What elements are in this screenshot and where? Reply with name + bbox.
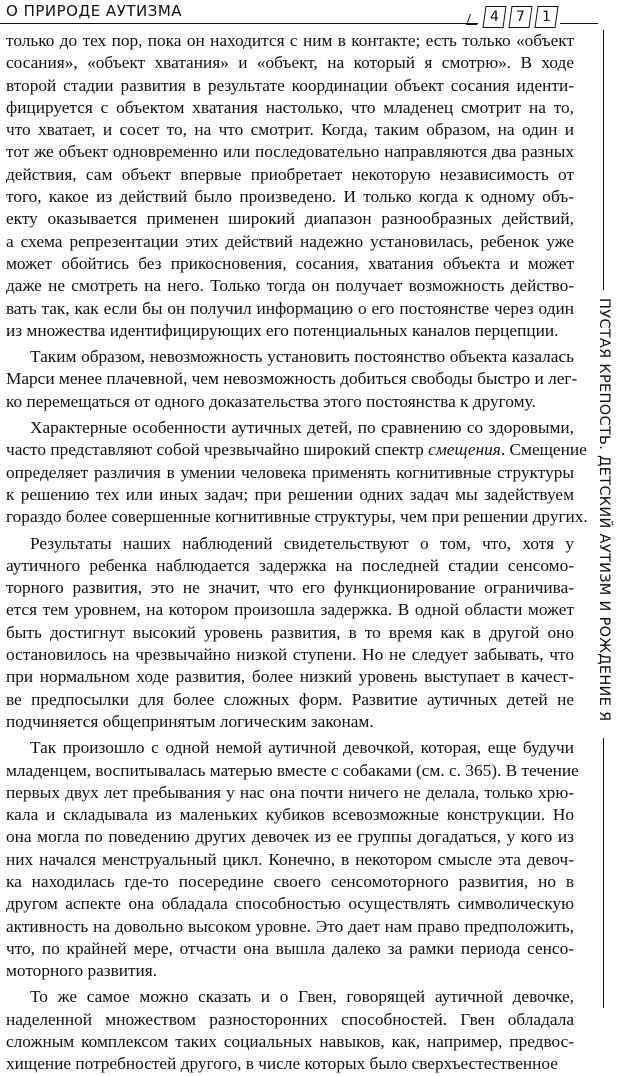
text-line: второй стадии развития в результате координации объект сосания иденти- bbox=[6, 75, 574, 95]
text-line: них начался менструальный цикл. Конечно, в некотором смысле эта девоч- bbox=[6, 849, 574, 869]
sidebar-rule-bottom bbox=[603, 738, 604, 1008]
text-line: первых двух лет пребывания у нас она почти ничего не делала, только хрю- bbox=[6, 782, 574, 802]
text-line: Марси менее плачевной, чем невозможность добиться свободы быстро и лег- bbox=[6, 369, 578, 389]
text-line: Характерные особенности аутичных детей, по сравнению со здоровыми, bbox=[30, 418, 574, 438]
text-line: активность на довольно высоком уровне. Это дает нам право предположить, bbox=[6, 916, 574, 936]
text-line: при нормальном ходе развития, более низкий уровень выступает в качест- bbox=[6, 667, 574, 687]
text-line: остановилось на чрезвычайно низкой ступени. Но не следует забывать, что bbox=[6, 645, 574, 665]
text-line: ется тем уровнем, на котором произошла задержка. В одной области может bbox=[6, 600, 574, 620]
text-line: Таким образом, невозможность установить постоянство объекта казалась bbox=[30, 347, 574, 367]
text-line: То же самое можно сказать и о Гвен, говорящей аутичной девочке, bbox=[30, 987, 574, 1007]
text-line: ве предпосылки для более сложных форм. Развитие аутичных детей не bbox=[6, 689, 574, 709]
text-line: только до тех пор, пока он находится с ним в контакте; есть только «объект bbox=[6, 31, 574, 50]
text-line: что, по крайней мере, отчасти она вышла далеко за рамки периода сенсо- bbox=[6, 938, 574, 958]
text-line: сложным комплексом таких социальных навыков, как, например, предвос- bbox=[6, 1032, 574, 1052]
text-line: кала и складывала из маленьких кубиков всевозможные конструкции. Но bbox=[6, 805, 574, 825]
text-line: что хватает, и сосет то, на что смотрит. Когда, таким образом, на один и bbox=[6, 120, 574, 140]
paragraph bbox=[6, 417, 588, 528]
header-rule bbox=[0, 23, 478, 24]
text-line: а схема репрезентации этих действий надежно установилась, ребенок уже bbox=[6, 231, 574, 251]
text-line: может обойтись без прикосновения, сосания, хватания объекта и может bbox=[6, 253, 574, 273]
paragraph bbox=[6, 30, 574, 342]
text-line: из множества идентифицирующих его потенциальных каналов перцепции. bbox=[6, 320, 559, 340]
text-line: быть достигнут высокий уровень развития, в то время как в другой оно bbox=[6, 622, 574, 642]
paragraph bbox=[6, 737, 579, 982]
text-line: сосания», «объект хватания» и «объект, на который я смотрю». В ходе bbox=[6, 53, 574, 73]
text-line: другом аспекте она обладала способностью осуществлять символическую bbox=[6, 894, 574, 914]
header-rule-right bbox=[560, 23, 598, 24]
text-line: вать так, как если бы он получил информацию о его постоянстве через один bbox=[6, 298, 574, 318]
text-line: тот же объект одновременно или последовательно направляются два разных bbox=[6, 142, 574, 162]
page-number-digit: 4 bbox=[482, 6, 506, 28]
page-number-digit: 1 bbox=[534, 6, 558, 28]
text-line: Так произошло с одной немой аутичной девочкой, которая, еще будучи bbox=[30, 738, 574, 758]
text-line: наделенной множеством разносторонних способностей. Гвен обладала bbox=[6, 1009, 574, 1029]
text-line: часто представляют собой чрезвычайно широкий спектр смещения. Смещение bbox=[6, 440, 587, 460]
text-line: действия, сам объект впервые приобретает некоторую независимость от bbox=[6, 164, 574, 184]
sidebar-rule-top bbox=[603, 30, 604, 290]
text-line: ка находилась где-то посередине своего сенсомоторного развития, но в bbox=[6, 871, 574, 891]
text-line: аутичного ребенка наблюдается задержка на последней стадии сенсомо- bbox=[6, 555, 574, 575]
text-line: младенцем, воспитывалась матерью вместе с собаками (см. с. 365). В течение bbox=[6, 760, 579, 780]
book-title-vertical: ПУСТАЯ КРЕПОСТЬ. ДЕТСКИЙ АУТИЗМ И РОЖДЕНИЕ Я bbox=[596, 298, 612, 722]
running-title: О ПРИРОДЕ АУТИЗМА bbox=[6, 2, 183, 20]
body-text bbox=[6, 30, 588, 1076]
text-line: торного развития, это не значит, что его функционирование ограничива- bbox=[6, 578, 574, 598]
text-line: Результаты наших наблюдений свидетельствуют о том, что, хотя у bbox=[30, 533, 574, 553]
page-number-digit: 7 bbox=[508, 6, 532, 28]
text-line: к решению тех или иных задач; при решении одних задач мы задействуем bbox=[6, 484, 574, 504]
text-line: подчиняется общепринятым логическим законам. bbox=[6, 711, 374, 731]
paragraph bbox=[6, 346, 578, 413]
text-line: она могла по поведению других девочек из ее группы догадаться, у кого из bbox=[6, 827, 574, 847]
paragraph bbox=[6, 533, 574, 734]
text-line: хищение потребностей другого, в числе которых было сверхъестественное bbox=[6, 1054, 558, 1074]
text-line: фицируется с объектом хватания настолько, что младенец смотрит на то, bbox=[6, 97, 574, 117]
text-line: ко перемещаться от одного доказательства этого постоянства к другому. bbox=[6, 391, 536, 411]
header-rule-tick bbox=[466, 14, 481, 25]
text-line: даже не смотреть на него. Только тогда он получает возможность действо- bbox=[6, 276, 574, 296]
text-line: определяет различия в умении человека применять когнитивные структуры bbox=[6, 462, 574, 482]
text-line: гораздо более совершенные когнитивные структуры, чем при решении других. bbox=[6, 507, 588, 527]
text-line: того, какое из действий было произведено. И только когда к одному объ- bbox=[6, 187, 574, 207]
paragraph bbox=[6, 986, 574, 1075]
text-line: моторного развития. bbox=[6, 961, 158, 981]
text-line: екту оказывается применен широкий диапазон разнообразных действий, bbox=[6, 209, 574, 229]
